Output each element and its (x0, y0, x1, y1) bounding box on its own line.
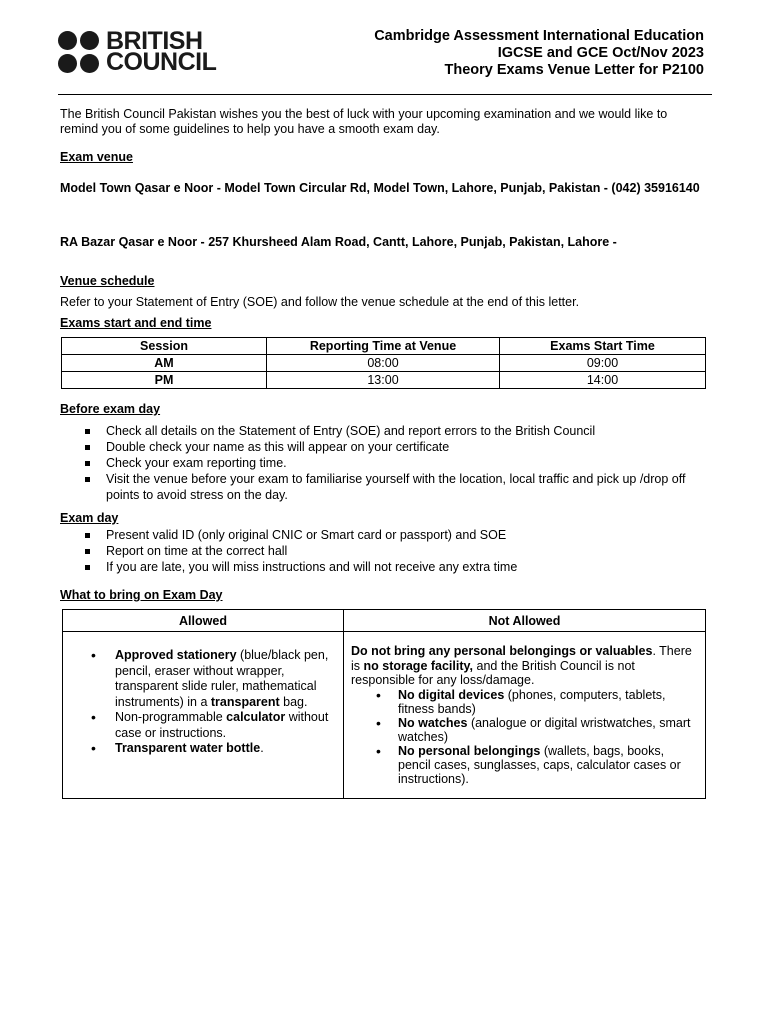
col-session: Session (62, 338, 267, 355)
not-allowed-list (344, 688, 705, 786)
exam-venue-heading: Exam venue (60, 150, 133, 164)
header-line-3: Theory Exams Venue Letter for P2100 (444, 62, 704, 78)
list-item: If you are late, you will miss instructions and will not receive any extra time (60, 559, 706, 575)
col-allowed: Allowed (63, 610, 344, 632)
list-item: • Non-programmable calculator without case or instructions. (115, 710, 335, 741)
logo-text-line1: BRITISH (106, 27, 203, 55)
list-item: Present valid ID (only original CNIC or Smart card or passport) and SOE (60, 527, 706, 543)
start-time-cell: 09:00 (500, 355, 706, 372)
list-item: • No watches (analogue or digital wristwatches, smart watches) (398, 716, 695, 744)
header-line-2: IGCSE and GCE Oct/Nov 2023 (497, 45, 704, 61)
before-exam-day-heading: Before exam day (60, 402, 161, 416)
list-item: Check your exam reporting time. (60, 455, 706, 471)
col-reporting-time: Reporting Time at Venue (267, 338, 500, 355)
list-item: • No personal belongings (wallets, bags, books, pencil cases, sunglasses, caps, calculator cases or instructions). (398, 744, 695, 786)
exam-day-list (60, 527, 706, 575)
list-item: • No digital devices (phones, computers, tablets, fitness bands) (398, 688, 695, 716)
british-council-logo (58, 27, 217, 76)
allowed-list (63, 632, 343, 757)
what-to-bring-heading: What to bring on Exam Day (60, 588, 223, 602)
header-divider (58, 94, 712, 95)
venue-address-2: RA Bazar Qasar e Noor - 257 Khursheed Alam Road, Cantt, Lahore, Punjab, Pakistan, Lahore - (60, 235, 617, 249)
table-header-row (63, 610, 706, 632)
logo-text-line2: COUNCIL (106, 48, 217, 76)
session-cell: AM (62, 355, 267, 372)
venue-address-1: Model Town Qasar e Noor - Model Town Circular Rd, Model Town, Lahore, Punjab, Pakistan - (042) 35916140 (60, 181, 700, 195)
not-allowed-intro: Do not bring any personal belongings or valuables. There is no storage facility, and the British Council is not responsible for any loss/damage. (351, 644, 692, 687)
start-time-cell: 14:00 (500, 372, 706, 389)
intro-paragraph: The British Council Pakistan wishes you the best of luck with your upcoming examination and we would like to remind you of some guidelines to help you have a smooth exam day. (60, 107, 668, 136)
reporting-time-cell: 08:00 (267, 355, 500, 372)
exam-times-heading: Exams start and end time (60, 316, 212, 330)
exam-day-heading: Exam day (60, 511, 119, 525)
logo-dots-icon (58, 31, 99, 73)
table-row (62, 355, 706, 372)
reporting-time-cell: 13:00 (267, 372, 500, 389)
list-item: Visit the venue before your exam to familiarise yourself with the location, local traffic and pick up /drop off points to avoid stress on the day. (60, 471, 706, 503)
allowed-cell (63, 632, 344, 799)
table-row (62, 372, 706, 389)
list-item: Double check your name as this will appear on your certificate (60, 439, 706, 455)
list-item: • Approved stationery (blue/black pen, pencil, eraser without wrapper, transparent slide ruler, mathematical instruments) in a transparent bag. (115, 648, 335, 710)
list-item: • Transparent water bottle. (115, 741, 335, 757)
venue-schedule-heading: Venue schedule (60, 274, 155, 288)
venue-schedule-text: Refer to your Statement of Entry (SOE) and follow the venue schedule at the end of this letter. (60, 295, 580, 309)
col-start-time: Exams Start Time (500, 338, 706, 355)
col-not-allowed: Not Allowed (344, 610, 706, 632)
header-line-1: Cambridge Assessment International Education (374, 28, 704, 44)
before-exam-day-list (60, 423, 706, 503)
list-item: Check all details on the Statement of Entry (SOE) and report errors to the British Council (60, 423, 706, 439)
list-item: Report on time at the correct hall (60, 543, 706, 559)
table-row (63, 632, 706, 799)
table-header-row (62, 338, 706, 355)
session-cell: PM (62, 372, 267, 389)
not-allowed-cell (344, 632, 706, 799)
document-header (374, 28, 704, 79)
exam-times-table (61, 337, 706, 389)
what-to-bring-table (62, 609, 706, 799)
